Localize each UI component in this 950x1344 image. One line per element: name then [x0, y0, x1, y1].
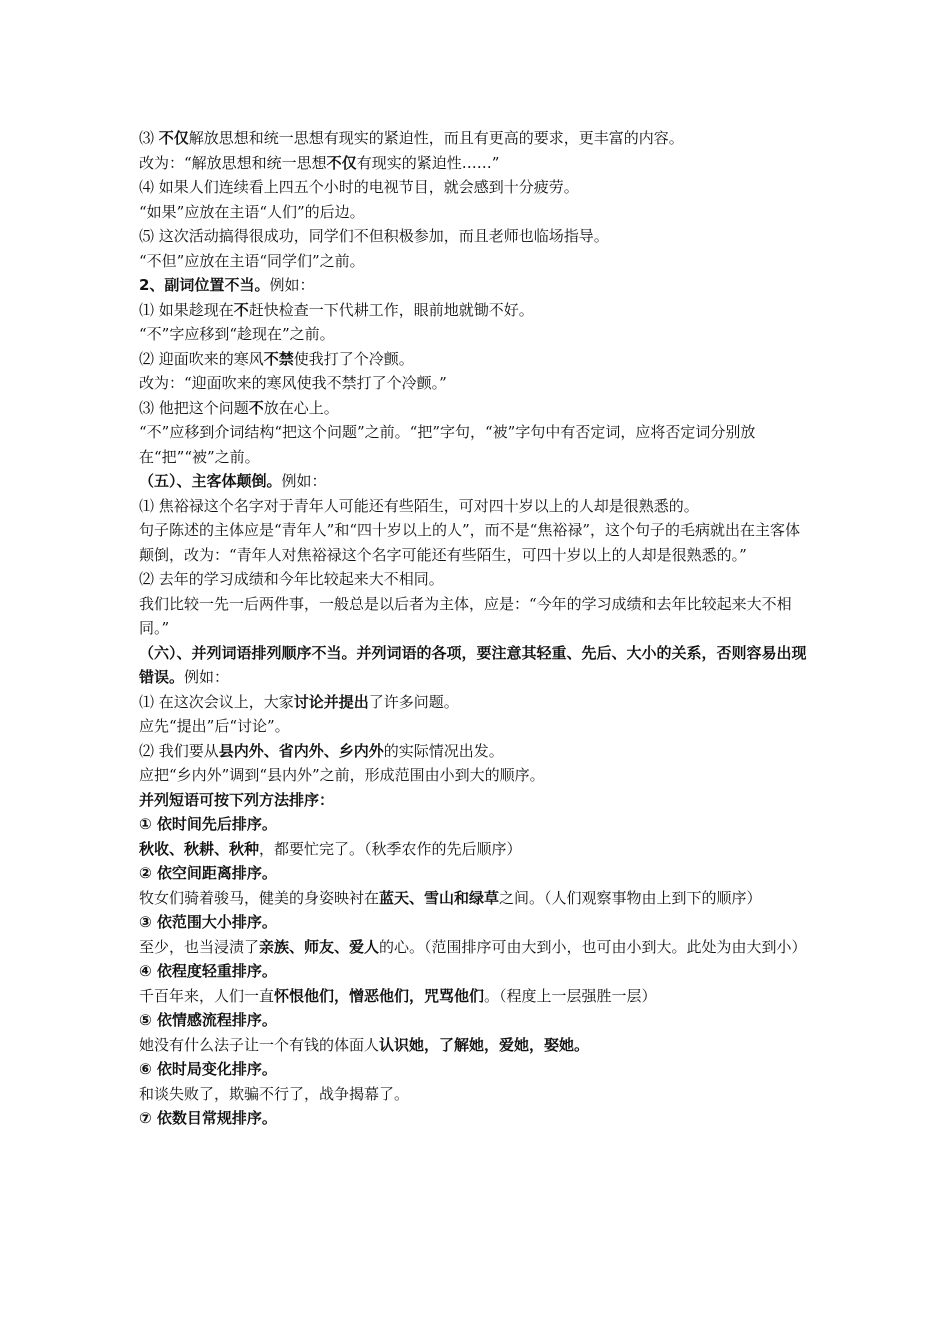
text-run: 千百年来，人们一直: [139, 986, 275, 1005]
text-run: “如果”应放在主语“人们”的后边。: [139, 202, 365, 221]
bold-text: ③ 依范围大小排序。: [139, 913, 277, 931]
text-run: 放在心上。: [263, 398, 339, 417]
paragraph: [139, 298, 811, 323]
paragraph: [139, 273, 811, 298]
text-run: 至少，也当浸渍了: [139, 937, 260, 956]
bold-text: 不仅: [326, 153, 357, 172]
paragraph: [139, 151, 811, 176]
bold-text: ④ 依程度轻重排序。: [139, 962, 277, 980]
bold-text: 不仅: [158, 129, 189, 147]
paragraph: [139, 910, 811, 935]
bold-text: 2、副词位置不当。: [139, 276, 270, 294]
document-body: [139, 126, 811, 1131]
paragraph: [139, 567, 811, 592]
bold-text: ⑤ 依情感流程排序。: [139, 1011, 277, 1029]
paragraph: [139, 861, 811, 886]
paragraph: [139, 1082, 811, 1107]
paragraph: [139, 126, 811, 151]
text-run: ⑵ 我们要从: [139, 741, 219, 760]
text-run: ⑸ 这次活动搞得很成功，同学们不但积极参加，而且老师也临场指导。: [139, 227, 609, 245]
bold-text: 蓝天、雪山和绿草: [379, 888, 500, 907]
paragraph: [139, 249, 811, 274]
paragraph: [139, 959, 811, 984]
paragraph: [139, 592, 811, 641]
bold-text: ② 依空间距离排序。: [139, 864, 277, 882]
bold-text: 不禁: [263, 349, 294, 368]
text-run: 应把“乡内外”调到“县内外”之前，形成范围由小到大的顺序。: [139, 766, 545, 784]
paragraph: [139, 200, 811, 225]
bold-text: 怀恨他们，憎恶他们，咒骂他们: [274, 986, 485, 1005]
paragraph: [139, 420, 811, 469]
paragraph: [139, 1008, 811, 1033]
bold-text: 县内外、省内外、乡内外: [218, 741, 384, 760]
paragraph: [139, 935, 811, 960]
text-run: 的心。（范围排序可由大到小，也可由小到大。此处为由大到小）: [379, 937, 807, 956]
bold-text: 讨论并提出: [293, 692, 369, 711]
paragraph: [139, 739, 811, 764]
paragraph: [139, 788, 811, 813]
text-run: 和谈失败了，欺骗不行了，战争揭幕了。: [139, 1084, 410, 1103]
bold-text: ① 依时间先后排序。: [139, 815, 277, 833]
paragraph: [139, 396, 811, 421]
text-run: 解放思想和统一思想有现实的紧迫性，而且有更高的要求，更丰富的内容。: [188, 129, 684, 147]
text-run: 改为：“解放思想和统一思想: [139, 153, 327, 172]
text-run: ⑷ 如果人们连续看上四五个小时的电视节目，就会感到十分疲劳。: [139, 178, 579, 196]
text-run: 改为：“迎面吹来的寒风使我不禁打了个冷颤。”: [139, 374, 447, 392]
text-run: ⑵ 迎面吹来的寒风: [139, 349, 264, 368]
paragraph: [139, 1106, 811, 1131]
paragraph: [139, 984, 811, 1009]
paragraph: [139, 494, 811, 519]
text-run: 例如：: [281, 472, 327, 490]
text-run: 例如：: [269, 276, 315, 294]
paragraph: [139, 1057, 811, 1082]
paragraph: [139, 812, 811, 837]
paragraph: [139, 469, 811, 494]
text-run: 了许多问题。: [368, 692, 459, 711]
text-run: 有现实的紧迫性……”: [356, 153, 500, 172]
paragraph: [139, 175, 811, 200]
text-run: 我们比较一先一后两件事，一般总是以后者为主体，应是：“今年的学习成绩和去年比较起来大不相同。”: [139, 594, 792, 637]
text-run: 牧女们骑着骏马，健美的身姿映衬在: [139, 888, 380, 907]
paragraph: [139, 690, 811, 715]
bold-text: 亲族、师友、爱人: [259, 937, 380, 956]
text-run: ⑶: [139, 129, 159, 147]
text-run: 应先“提出”后“讨论”。: [139, 717, 290, 735]
paragraph: [139, 322, 811, 347]
text-run: “不”应移到介词结构“把这个问题”之前。“把”字句，“被”字句中有否定词，应将否定词分别放在“把”“被”之前。: [139, 423, 756, 466]
text-run: ⑴ 在这次会议上，大家: [139, 692, 294, 711]
text-run: 的实际情况出发。: [383, 741, 504, 760]
text-run: 。（程度上一层强胜一层）: [484, 986, 657, 1005]
text-run: ⑴ 如果趁现在: [139, 300, 234, 319]
text-run: ，都要忙完了。（秋季农作的先后顺序）: [259, 839, 522, 858]
paragraph: [139, 371, 811, 396]
text-run: “不”字应移到“趁现在”之前。: [139, 325, 335, 343]
paragraph: [139, 763, 811, 788]
text-run: 之间。（人们观察事物由上到下的顺序）: [499, 888, 762, 907]
paragraph: [139, 224, 811, 249]
text-run: 句子陈述的主体应是“青年人”和“四十岁以上的人”，而不是“焦裕禄”，这个句子的毛病就出在主客体颠倒，改为：“青年人对焦裕禄这个名字可能还有些陌生，可四十岁以上的人却是很熟悉的。”: [139, 521, 801, 564]
bold-text: ⑥ 依时局变化排序。: [139, 1060, 277, 1078]
paragraph: [139, 641, 811, 690]
paragraph: [139, 518, 811, 567]
bold-text: 秋收、秋耕、秋种: [139, 839, 260, 858]
text-run: 使我打了个冷颤。: [293, 349, 414, 368]
bold-text: ⑦ 依数目常规排序。: [139, 1109, 277, 1127]
bold-text: 并列短语可按下列方法排序：: [139, 790, 335, 809]
bold-text: （六）、并列词语排列顺序不当。并列词语的各项，要注意其轻重、先后、大小的关系，否则容易出现错误。: [139, 643, 807, 686]
text-run: 她没有什么法子让一个有钱的体面人: [139, 1035, 380, 1054]
bold-text: 不: [233, 300, 249, 319]
text-run: ⑶ 他把这个问题: [139, 398, 249, 417]
bold-text: 不: [248, 398, 264, 417]
text-run: 例如：: [184, 668, 230, 686]
bold-text: （五）、主客体颠倒。: [139, 472, 282, 490]
paragraph: [139, 714, 811, 739]
text-run: 赶快检查一下代耕工作，眼前地就锄不好。: [248, 300, 534, 319]
paragraph: [139, 886, 811, 911]
bold-text: 认识她，了解她，爱她，娶她。: [379, 1035, 590, 1054]
text-run: ⑴ 焦裕禄这个名字对于青年人可能还有些陌生，可对四十岁以上的人却是很熟悉的。: [139, 496, 699, 515]
paragraph: [139, 347, 811, 372]
text-run: ⑵ 去年的学习成绩和今年比较起来大不相同。: [139, 570, 444, 588]
paragraph: [139, 837, 811, 862]
text-run: “不但”应放在主语“同学们”之前。: [139, 251, 365, 270]
paragraph: [139, 1033, 811, 1058]
